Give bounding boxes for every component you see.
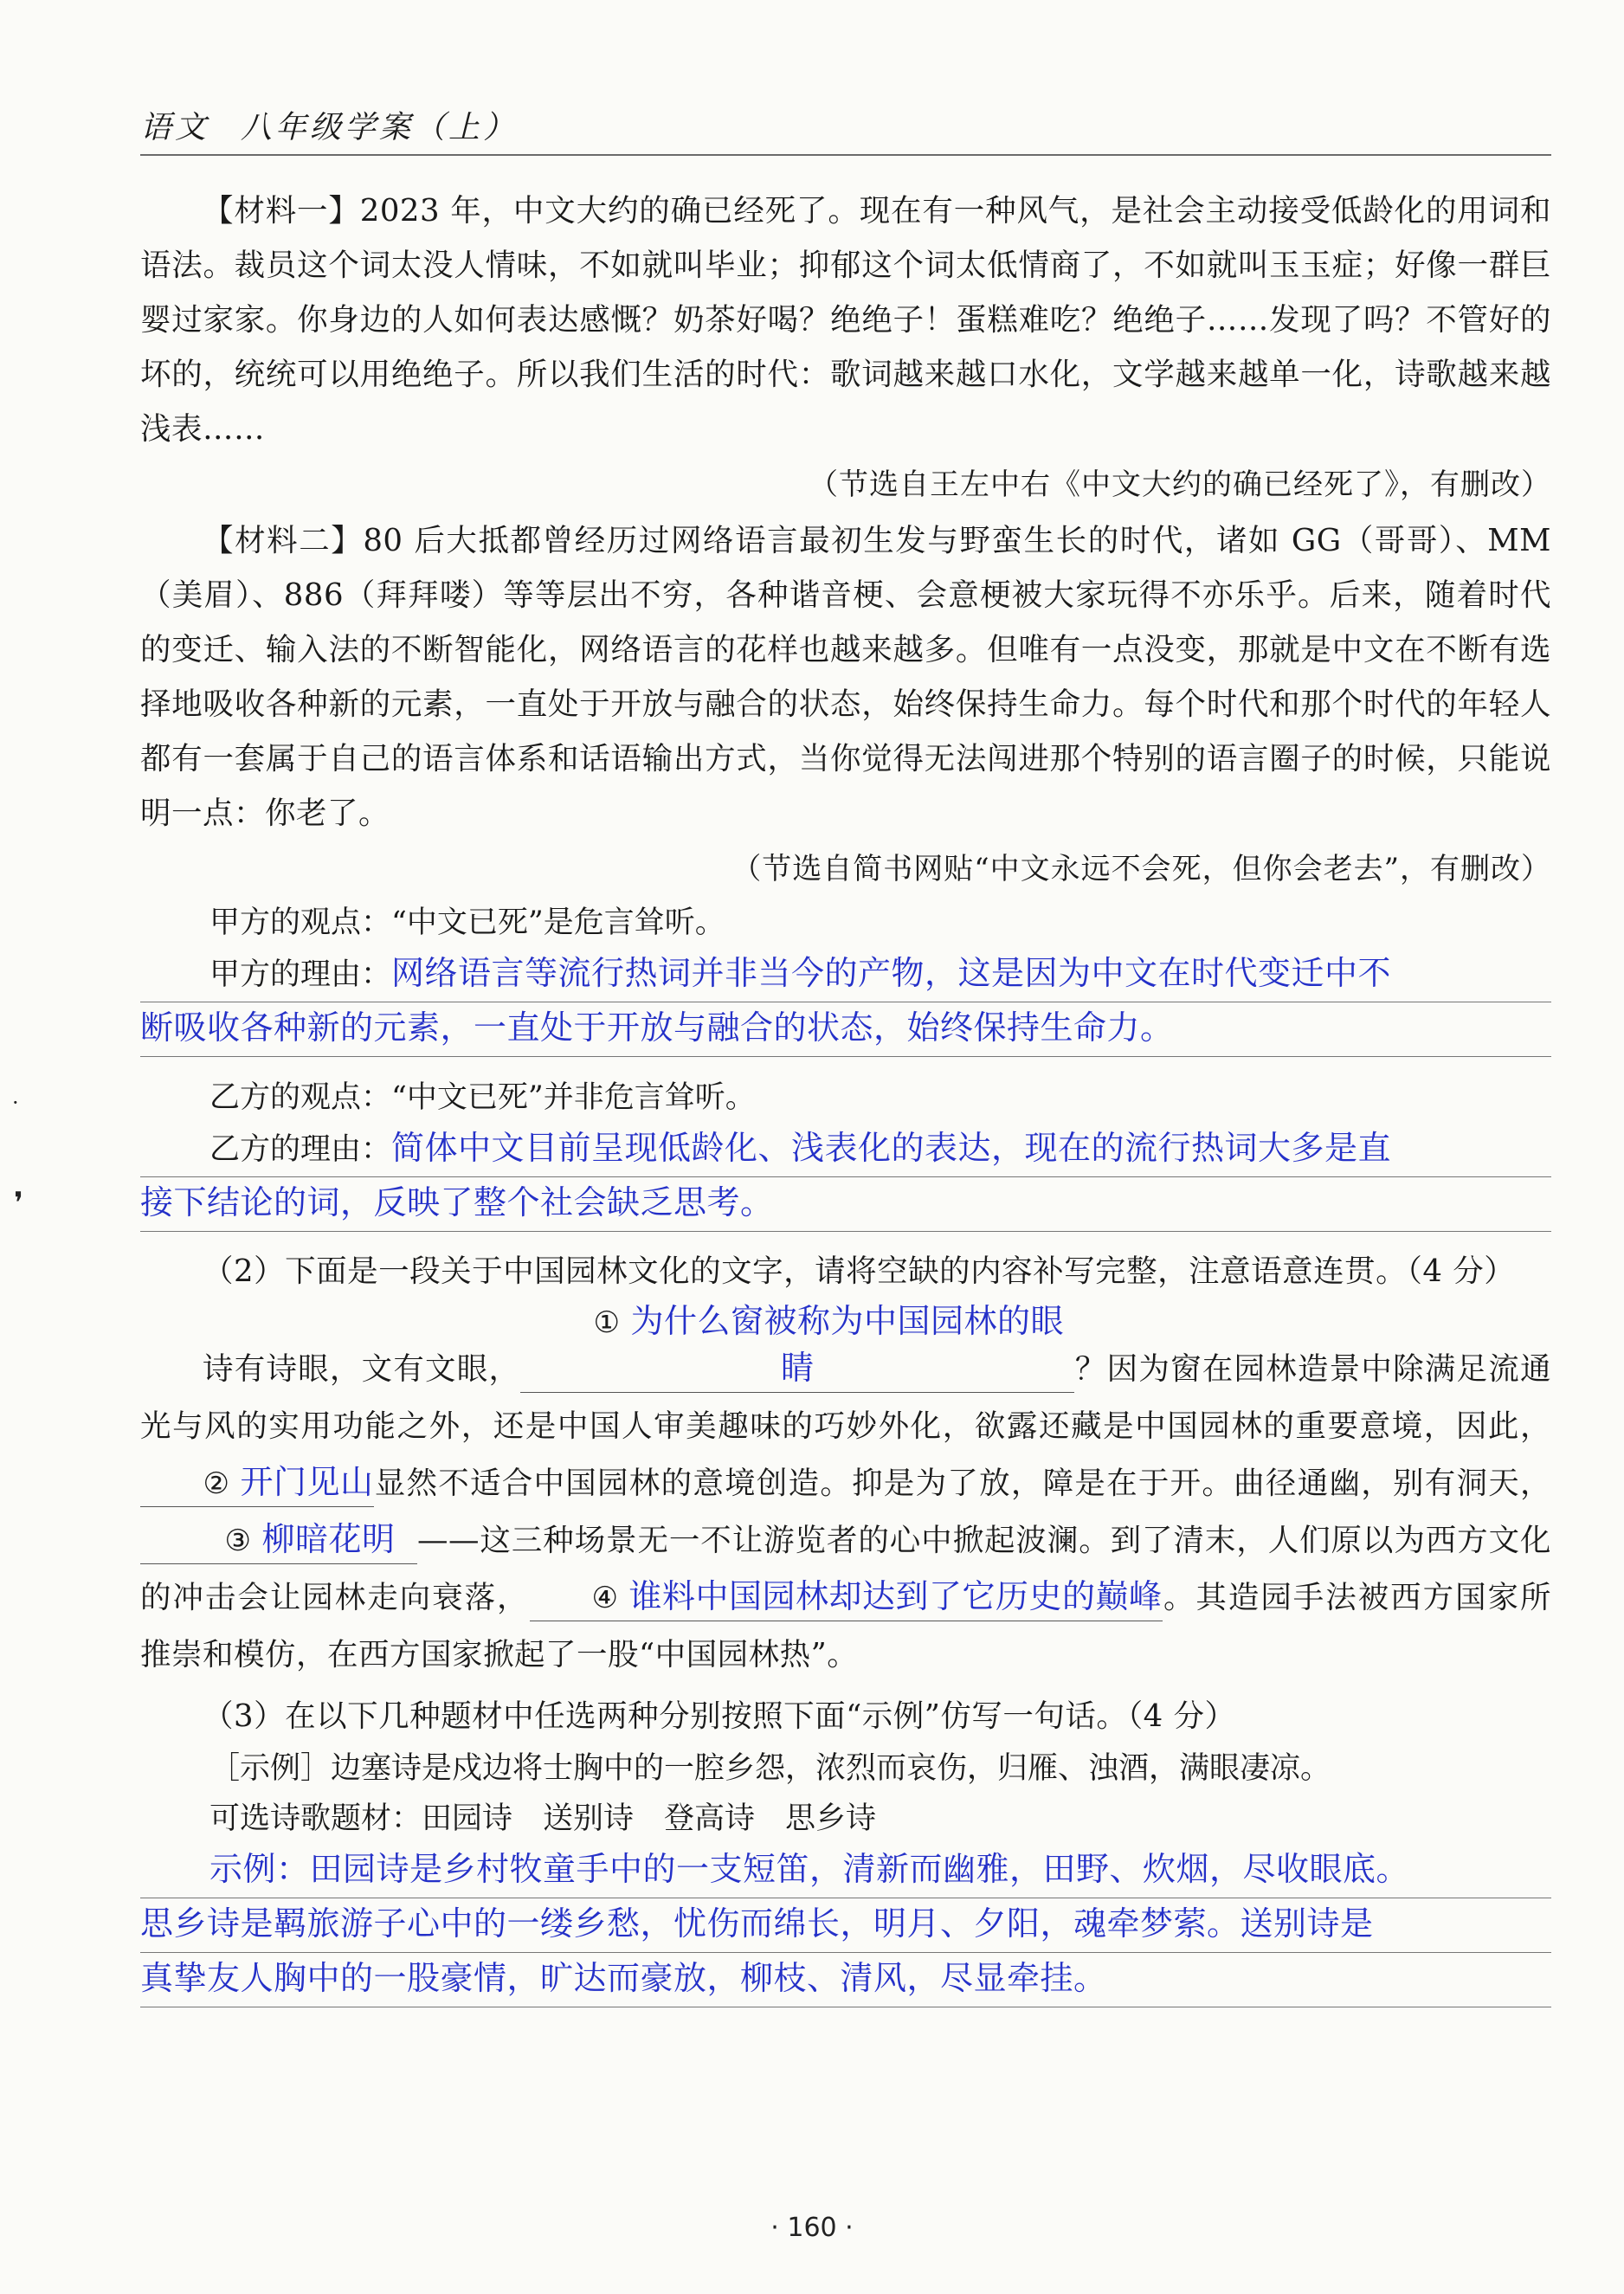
blank-3-answer: 柳暗花明 — [261, 1520, 396, 1558]
blank-number: ② — [203, 1466, 230, 1501]
party-a-reason-line-1: 网络语言等流行热词并非当今的产物，这是因为中文在时代变迁中不 — [391, 954, 1392, 992]
question-two-passage — [140, 1298, 1551, 1684]
question-three-example: ［示例］边塞诗是戍边将士胸中的一腔乡怨，浓烈而哀伤，归雁、浊酒，满眼凄凉。 — [209, 1751, 1331, 1786]
passage-text: ？因为窗在园林造景中除满足流通光与风的实用功能之外，还是中国人审美趣味的巧妙外化，欲露还藏是中国园林的重要意境，因此， — [140, 1351, 1551, 1444]
party-a-reason-label: 甲方的理由： — [209, 957, 392, 992]
blank-number: ③ — [224, 1524, 252, 1558]
answer-line[interactable] — [140, 1002, 1551, 1057]
party-b-view-label: 乙方的观点： — [209, 1080, 392, 1115]
question-three-options: 可选诗歌题材：田园诗 送别诗 登高诗 思乡诗 — [209, 1801, 877, 1836]
answer-line[interactable] — [140, 1123, 1551, 1177]
party-a-reason-line-2: 断吸收各种新的元素，一直处于开放与融合的状态，始终保持生命力。 — [140, 1008, 1174, 1047]
party-a-view — [209, 898, 1551, 948]
material-one-source: （节选自王左中右《中文大约的确已经死了》，有删改） — [809, 467, 1551, 502]
passage-text: 诗有诗眼，文有文眼， — [203, 1351, 521, 1387]
answer-line-1: 示例：田园诗是乡村牧童手中的一支短笛，清新而幽雅，田野、炊烟，尽收眼底。 — [209, 1850, 1410, 1888]
party-b-view — [209, 1073, 1551, 1123]
blank-3[interactable] — [140, 1517, 417, 1564]
question-three-prompt: （3）在以下几种题材中任选两种分别按照下面“示例”仿写一句话。（4 分） — [203, 1698, 1236, 1734]
party-b-reason-label: 乙方的理由： — [209, 1132, 392, 1167]
margin-speck: · — [12, 1091, 19, 1115]
page-header — [140, 111, 1551, 156]
party-b-reason-line-2: 接下结论的词，反映了整个社会缺乏思考。 — [140, 1183, 774, 1221]
party-a-reason — [140, 948, 1551, 1057]
blank-1-answer: 为什么窗被称为中国园林的眼睛 — [630, 1302, 1064, 1387]
passage-text: ——这三种场景无一不让游览者的心中掀起波澜。到了清末，人们原以为西方文化的冲击会让园林走向衰落， — [140, 1523, 1551, 1615]
answer-line-3: 真挚友人胸中的一股豪情，旷达而豪放，柳枝、清风，尽显牵挂。 — [140, 1959, 1107, 1997]
answer-line[interactable] — [140, 1177, 1551, 1232]
blank-4[interactable] — [530, 1574, 1163, 1621]
page-content — [140, 184, 1551, 2007]
page-number: · 160 · — [770, 2213, 854, 2243]
material-two-text: 【材料二】80 后大抵都曾经历过网络语言最初生发与野蛮生长的时代，诸如 GG（哥哥）、MM（美眉）、886（拜拜喽）等等层出不穷，各种谐音梗、会意梗被大家玩得不亦乐乎。后来，随着时代的变迁、输入法的不断智能化，网络语言的花样也越来越多。但唯有一点没变，那就是中文在不断有选择地吸收各种新的元素，一直处于开放与融合的状态，始终保持生命力。每个时代和那个时代的年轻人都有一套属于自己的语言体系和话语输出方式，当你觉得无法闯进那个特别的语言圈子的时候，只能说明一点：你老了。 — [140, 523, 1551, 831]
party-b-reason-line-1: 简体中文目前呈现低龄化、浅表化的表达，现在的流行热词大多是直 — [391, 1129, 1392, 1167]
party-a-view-text: “中文已死”是危言耸听。 — [391, 905, 725, 940]
party-b-reason — [140, 1123, 1551, 1232]
passage-text: 显然不适合中国园林的意境创造。抑是为了放，障是在于开。曲径通幽，别有洞天， — [374, 1466, 1551, 1501]
material-two-source: （节选自简书网贴“中文永远不会死，但你会老去”，有删改） — [731, 852, 1551, 886]
question-three-answer — [140, 1844, 1551, 2007]
question-two-prompt: （2）下面是一段关于中国园林文化的文字，请将空缺的内容补写完整，注意语意连贯。（4 分） — [203, 1253, 1516, 1289]
blank-4-answer: 谁料中国园林却达到了它历史的巅峰 — [628, 1577, 1163, 1615]
book-subtitle: 八年级学案（上） — [241, 110, 519, 145]
answer-line-2: 思乡诗是羁旅游子心中的一缕乡愁，忧伤而绵长，明月、夕阳，魂牵梦萦。送别诗是 — [140, 1904, 1374, 1943]
blank-number: ④ — [591, 1581, 619, 1615]
party-a-view-label: 甲方的观点： — [209, 905, 392, 940]
blank-2[interactable] — [140, 1460, 374, 1507]
blank-number: ① — [593, 1305, 621, 1340]
subject-title: 语文 — [140, 110, 210, 145]
party-b-view-text: “中文已死”并非危言耸听。 — [391, 1080, 756, 1115]
blank-2-answer: 开门见山 — [240, 1463, 374, 1501]
material-one-text: 【材料一】2023 年，中文大约的确已经死了。现在有一种风气，是社会主动接受低龄化的用词和语法。裁员这个词太没人情味，不如就叫毕业；抑郁这个词太低情商了，不如就叫玉玉症；好像一群巨婴过家家。你身边的人如何表达感慨？奶茶好喝？绝绝子！蛋糕难吃？绝绝子……发现了吗？不管好的坏的，统统可以用绝绝子。所以我们生活的时代：歌词越来越口水化，文学越来越单一化，诗歌越来越浅表…… — [140, 193, 1551, 447]
margin-speck: ❜ — [14, 1186, 23, 1221]
passage-text: 。其造园手法被西方国家所推崇和模仿，在西方国家掀起了一股“中国园林热”。 — [140, 1580, 1551, 1672]
answer-line[interactable] — [140, 948, 1551, 1002]
blank-1[interactable] — [520, 1298, 1074, 1393]
answer-line[interactable] — [140, 1898, 1551, 1953]
answer-line[interactable] — [140, 1844, 1551, 1898]
answer-line[interactable] — [140, 1953, 1551, 2007]
